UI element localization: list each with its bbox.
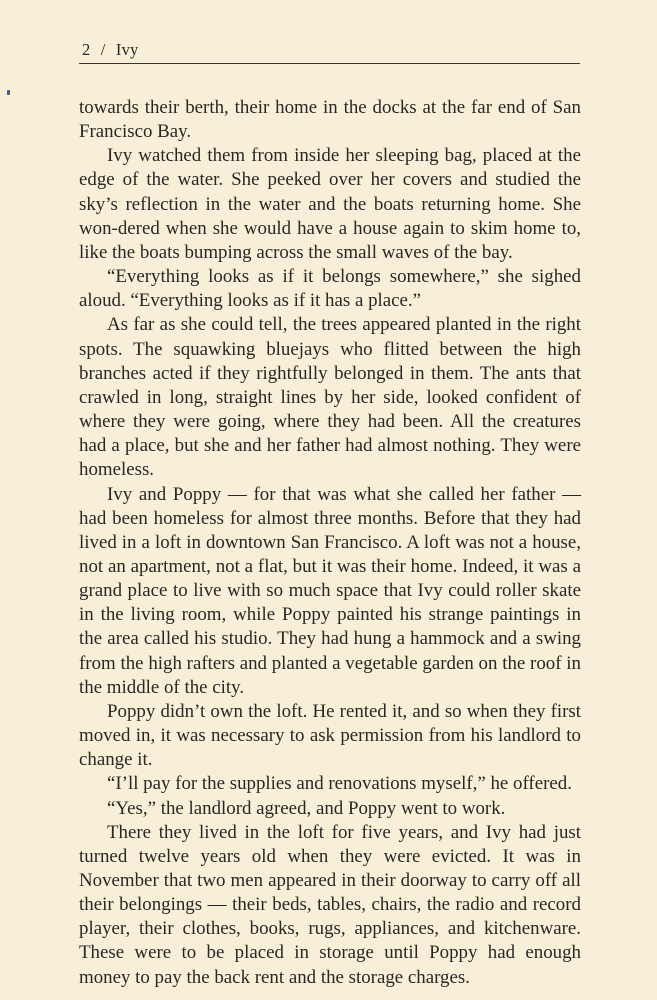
page-number: 2 (82, 40, 91, 59)
paragraph-4: As far as she could tell, the trees appeared planted in the right spots. The squawking bluejays who flitted between the high branches acted if they rightfully belonged in them. The ants that crawled in long, straight lines by her side, looked confident of where they were going, where they had been. All the creatures had a place, but she and her father had almost nothing. They were homeless. (79, 314, 581, 481)
paragraph-3: “Everything looks as if it belongs somewhere,” she sighed aloud. “Everything looks as if it has a place.” (79, 266, 581, 312)
running-head (82, 40, 139, 60)
paragraph-9: There they lived in the loft for five years, and Ivy had just turned twelve years old when they were evicted. It was in November that two men appeared in their doorway to carry off all their belongings — their beds, tables, chairs, the radio and record player, their clothes, books, rugs, appliances, and kitchenware. These were to be placed in storage until Poppy had enough money to pay the back rent and the storage charges. (79, 821, 581, 988)
book-title: Ivy (115, 40, 139, 59)
paragraph-8: “Yes,” the landlord agreed, and Poppy went to work. (107, 797, 506, 819)
paragraph-1: towards their berth, their home in the docks at the far end of San Francisco Bay. (79, 97, 581, 143)
paragraph-7: “I’ll pay for the supplies and renovations myself,” he offered. (107, 773, 572, 795)
running-head-separator: / (100, 40, 106, 59)
margin-mark (7, 90, 10, 95)
header-rule (79, 63, 580, 64)
paragraph-2: Ivy watched them from inside her sleeping bag, placed at the edge of the water. She peeked over her covers and studied the sky’s reflection in the water and the boats returning home. She won-dered when she would have a house again to skim home to, like the boats bumping across the small waves of the bay. (79, 145, 581, 263)
body-text (79, 96, 581, 990)
paragraph-6: Poppy didn’t own the loft. He rented it, and so when they first moved in, it was necessary to ask permission from his landlord to change it. (79, 700, 581, 771)
paragraph-5: Ivy and Poppy — for that was what she called her father — had been homeless for almost three months. Before that they had lived in a loft in downtown San Francisco. A loft was not a house, not an apartment, not a flat, but it was their home. Indeed, it was a grand place to live with so much space that Ivy could roller skate in the living room, while Poppy painted his strange paintings in the area called his studio. They had hung a hammock and a swing from the high rafters and planted a vegetable garden on the roof in the middle of the city. (79, 483, 581, 698)
